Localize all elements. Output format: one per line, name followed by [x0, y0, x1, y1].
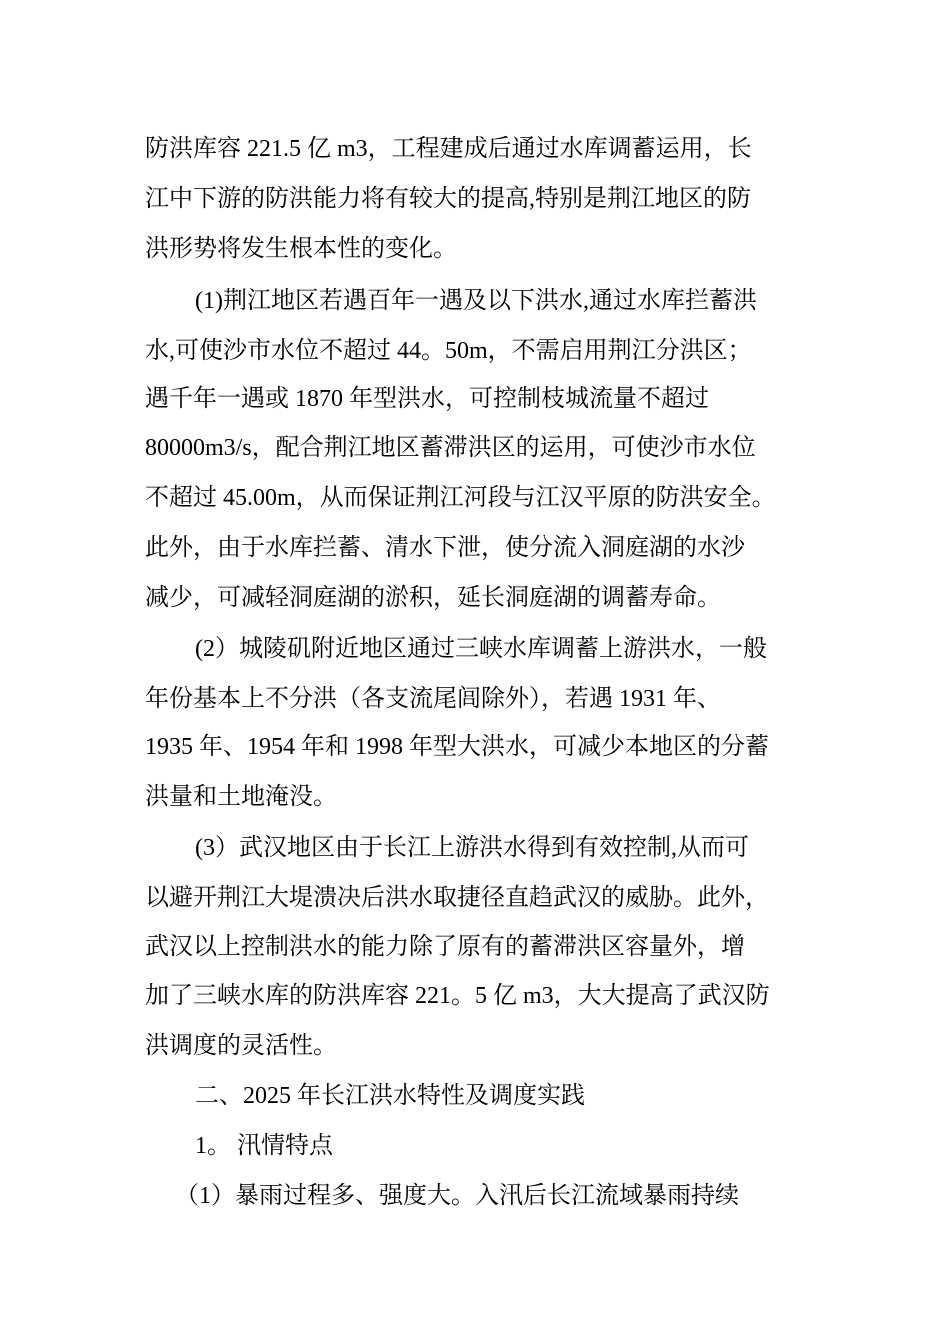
paragraph-1-line-4: 80000m3/s，配合荆江地区蓄滞洪区的运用，可使沙市水位	[145, 435, 756, 461]
paragraph-1-line-5: 不超过 45.00m，从而保证荆江河段与江汉平原的防洪安全。	[145, 485, 776, 511]
section-heading: 二、2025 年长江洪水特性及调度实践	[195, 1083, 585, 1109]
paragraph-4-line-1: （1）暴雨过程多、强度大。入汛后长江流域暴雨持续	[175, 1183, 739, 1209]
paragraph-2-line-2: 年份基本上不分洪（各支流尾闾除外），若遇 1931 年、	[145, 686, 721, 712]
paragraph-3-line-2: 以避开荆江大堤溃决后洪水取捷径直趋武汉的威胁。此外，	[145, 885, 769, 911]
paragraph-2-line-1: (2）城陵矶附近地区通过三峡水库调蓄上游洪水，一般	[195, 636, 767, 662]
text-line-3: 洪形势将发生根本性的变化。	[145, 236, 457, 262]
text-line-1: 防洪库容 221.5 亿 m3，工程建成后通过水库调蓄运用，长	[145, 136, 752, 162]
paragraph-2-line-3: 1935 年、1954 年和 1998 年型大洪水，可减少本地区的分蓄	[145, 734, 769, 760]
text-line-2: 江中下游的防洪能力将有较大的提高,特别是荆江地区的防	[145, 186, 751, 212]
paragraph-3-line-1: (3）武汉地区由于长江上游洪水得到有效控制,从而可	[195, 835, 749, 861]
paragraph-3-line-4: 加了三峡水库的防洪库容 221。5 亿 m3，大大提高了武汉防	[145, 983, 770, 1009]
paragraph-1-line-7: 减少，可减轻洞庭湖的淤积，延长洞庭湖的调蓄寿命。	[145, 585, 721, 611]
paragraph-2-line-4: 洪量和土地淹没。	[145, 784, 337, 810]
paragraph-3-line-5: 洪调度的灵活性。	[145, 1033, 337, 1059]
paragraph-1-line-6: 此外，由于水库拦蓄、清水下泄，使分流入洞庭湖的水沙	[145, 535, 745, 561]
paragraph-1-line-3: 遇千年一遇或 1870 年型洪水，可控制枝城流量不超过	[145, 386, 709, 412]
paragraph-1-line-1: (1)荆江地区若遇百年一遇及以下洪水,通过水库拦蓄洪	[195, 288, 757, 314]
paragraph-1-line-2: 水,可使沙市水位不超过 44。50m，不需启用荆江分洪区；	[145, 338, 752, 364]
subsection-heading: 1。 汛情特点	[195, 1133, 333, 1159]
paragraph-3-line-3: 武汉以上控制洪水的能力除了原有的蓄滞洪区容量外，增	[145, 934, 745, 960]
